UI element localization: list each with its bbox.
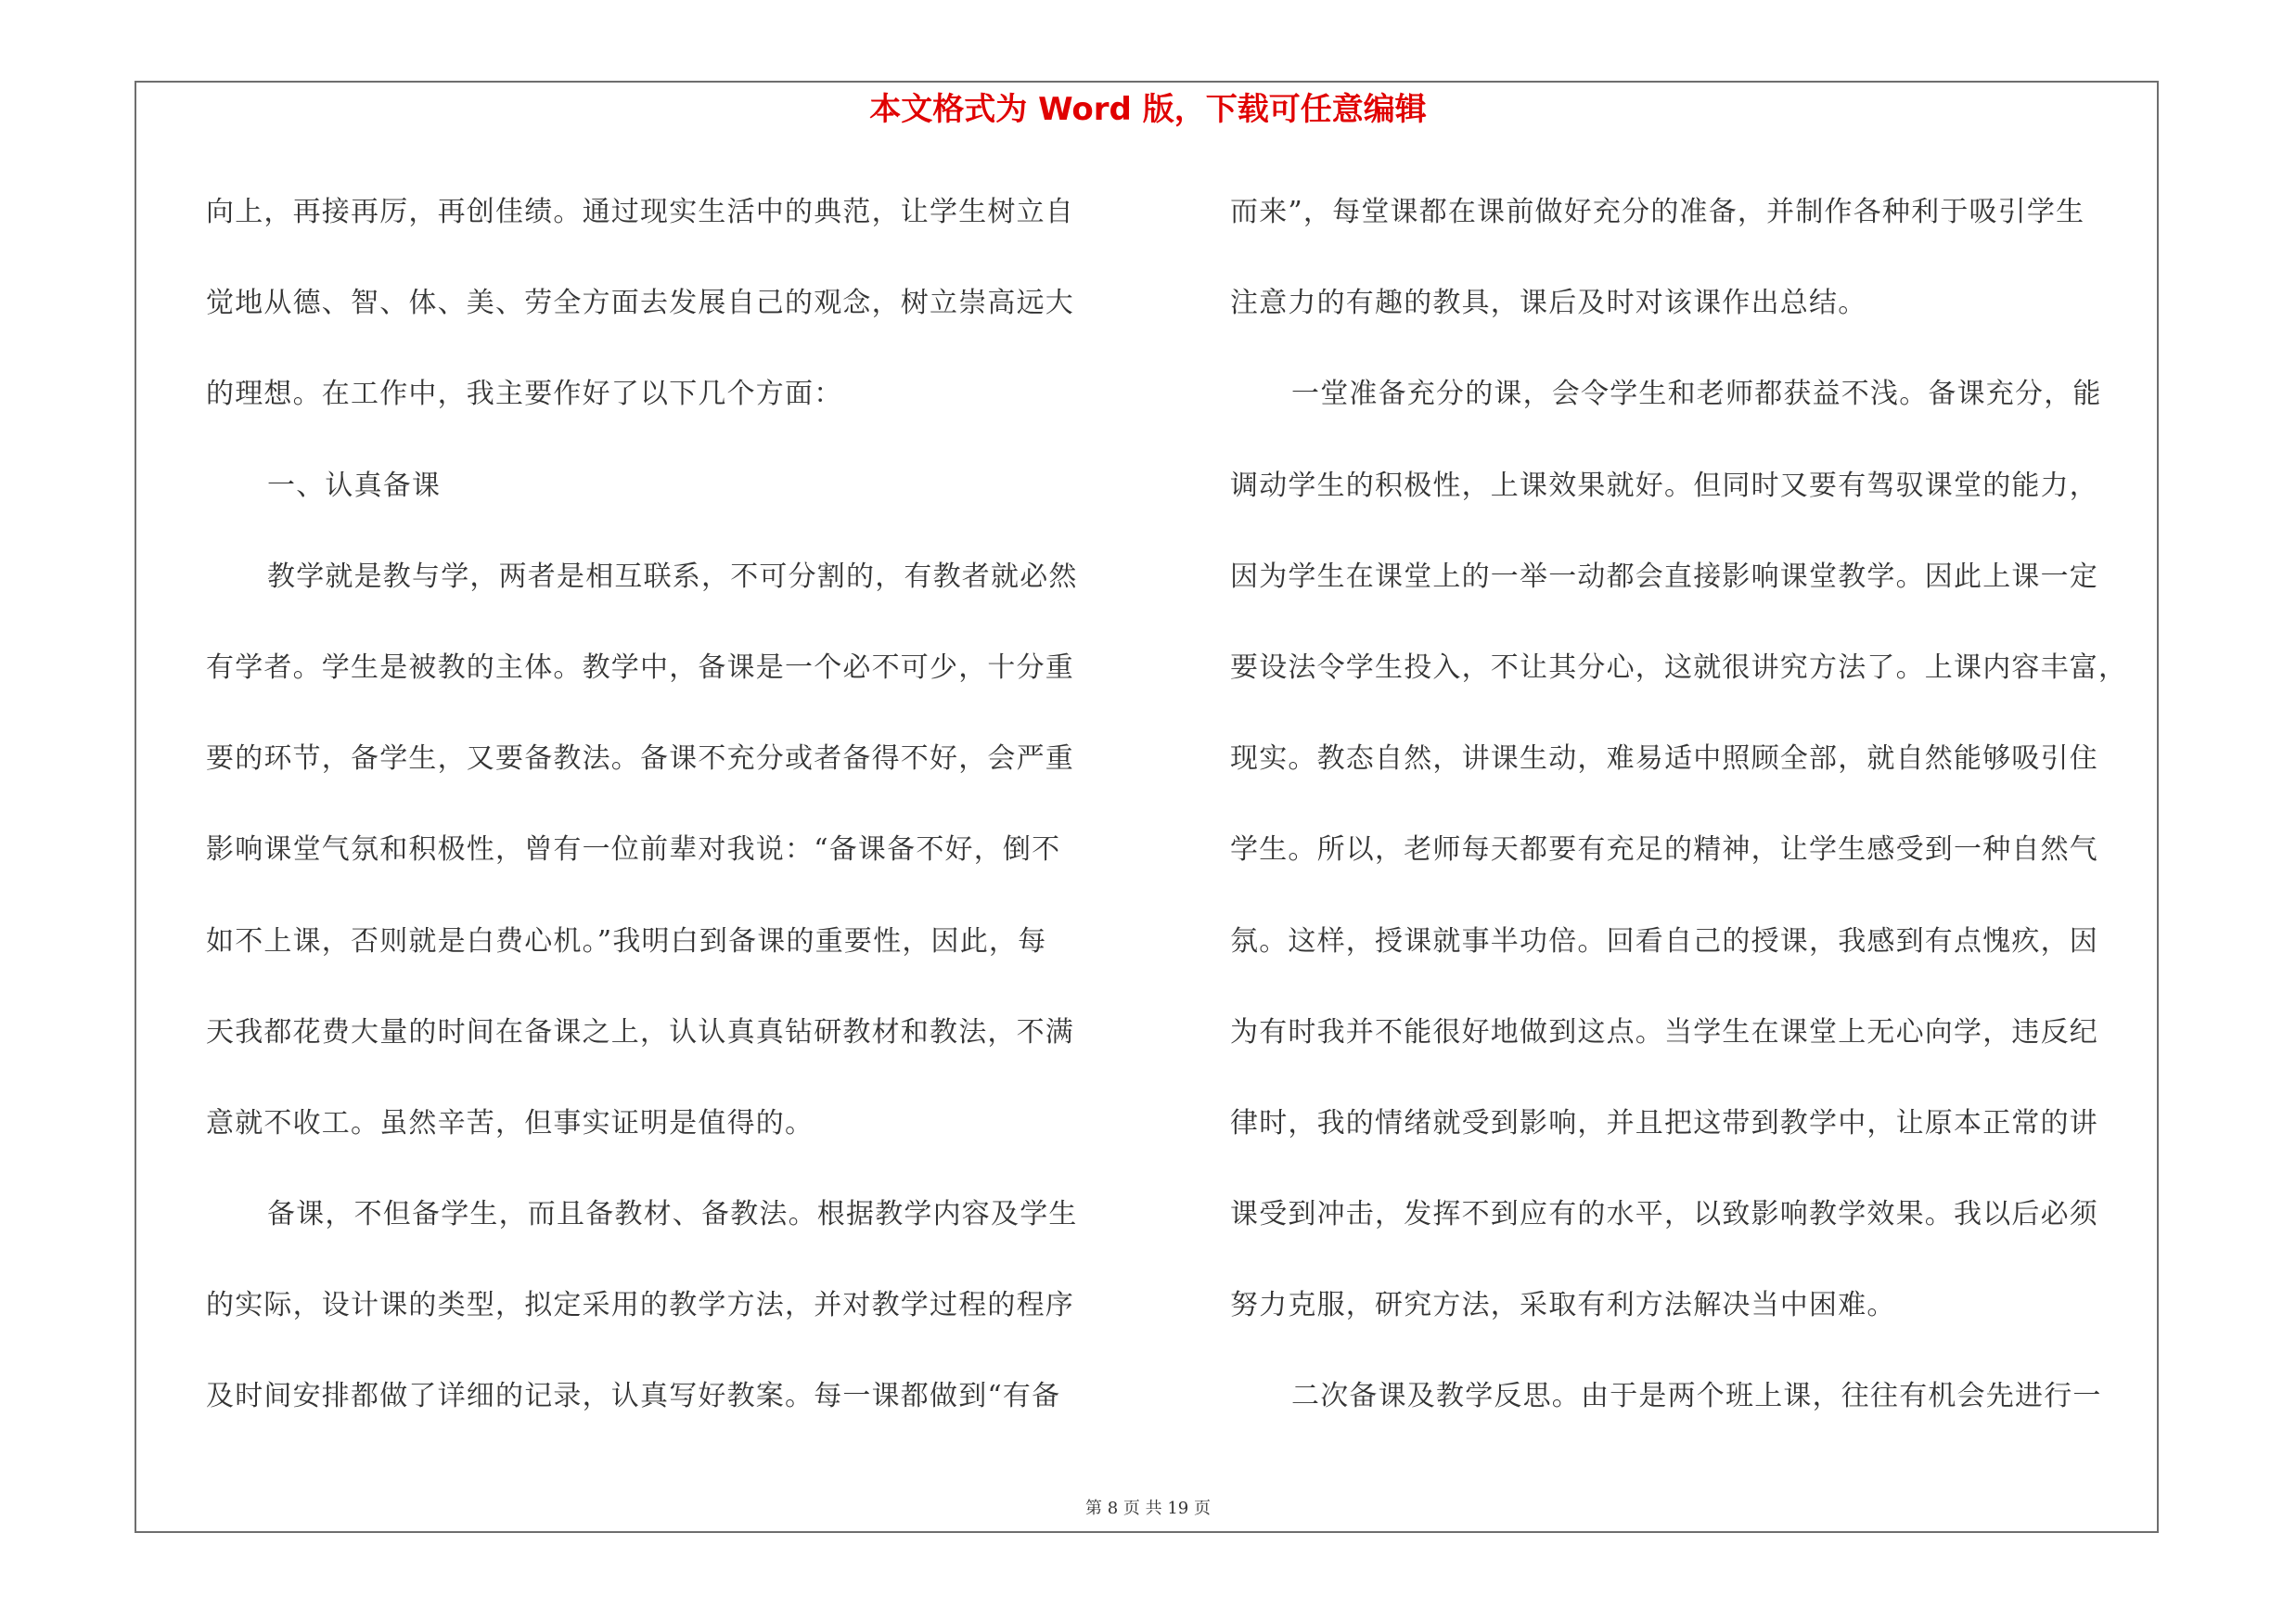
text-line: 要的环节，备学生，又要备教法。备课不充分或者备得不好，会严重 [206,742,1074,776]
text-line: 的实际，设计课的类型，拟定采用的教学方法，并对教学过程的程序 [206,1289,1074,1322]
text-line: 注意力的有趣的教具，课后及时对该课作出总结。 [1230,287,1867,320]
text-line: 及时间安排都做了详细的记录，认真写好教案。每一课都做到“有备 [206,1380,1061,1413]
text-line: 律时，我的情绪就受到影响，并且把这带到教学中，让原本正常的讲 [1230,1106,2098,1140]
text-line: 二次备课及教学反思。由于是两个班上课，往往有机会先进行一 [1291,1380,2102,1413]
left-text-column [206,167,1129,1443]
text-line: 如不上课，否则就是白费心机。”我明白到备课的重要性，因此，每 [206,924,1047,958]
text-line: 意就不收工。虽然辛苦，但事实证明是值得的。 [206,1106,815,1140]
text-line: 影响课堂气氛和积极性，曾有一位前辈对我说：“备课备不好，倒不 [206,833,1061,867]
text-line: 氛。这样，授课就事半功倍。回看自己的授课，我感到有点愧疚，因 [1230,924,2098,958]
text-line: 一堂准备充分的课，会令学生和老师都获益不浅。备课充分，能 [1291,378,2102,411]
text-line: 一、认真备课 [267,469,442,502]
text-line: 觉地从德、智、体、美、劳全方面去发展自己的观念，树立崇高远大 [206,287,1074,320]
text-line: 天我都花费大量的时间在备课之上，认认真真钻研教材和教法，不满 [206,1015,1074,1049]
text-line: 向上，再接再厉，再创佳绩。通过现实生活中的典范，让学生树立自 [206,196,1074,228]
text-line: 要设法令学生投入，不让其分心，这就很讲究方法了。上课内容丰富， [1230,650,2128,684]
text-line: 课受到冲击，发挥不到应有的水平，以致影响教学效果。我以后必须 [1230,1198,2098,1231]
text-line: 备课，不但备学生，而且备教材、备教法。根据教学内容及学生 [267,1198,1078,1231]
text-line: 现实。教态自然，讲课生动，难易适中照顾全部，就自然能够吸引住 [1230,742,2098,776]
text-line: 有学者。学生是被教的主体。教学中，备课是一个必不可少，十分重 [206,650,1074,684]
right-text-column [1230,167,2158,1443]
text-line: 因为学生在课堂上的一举一动都会直接影响课堂教学。因此上课一定 [1230,560,2098,593]
text-line: 的理想。在工作中，我主要作好了以下几个方面： [206,378,843,411]
text-line: 努力克服，研究方法，采取有利方法解决当中困难。 [1230,1289,1896,1322]
text-line: 教学就是教与学，两者是相互联系，不可分割的，有教者就必然 [267,560,1078,593]
page-number-footer: 第 8 页 共 19 页 [1085,1499,1211,1518]
text-line: 学生。所以，老师每天都要有充足的精神，让学生感受到一种自然气 [1230,833,2098,867]
text-line: 为有时我并不能很好地做到这点。当学生在课堂上无心向学，违反纪 [1230,1015,2098,1049]
text-line: 调动学生的积极性，上课效果就好。但同时又要有驾驭课堂的能力， [1230,469,2098,502]
word-format-banner: 本文格式为 Word 版，下载可任意编辑 [869,91,1427,128]
text-line: 而来”，每堂课都在课前做好充分的准备，并制作各种利于吸引学生 [1230,196,2085,228]
